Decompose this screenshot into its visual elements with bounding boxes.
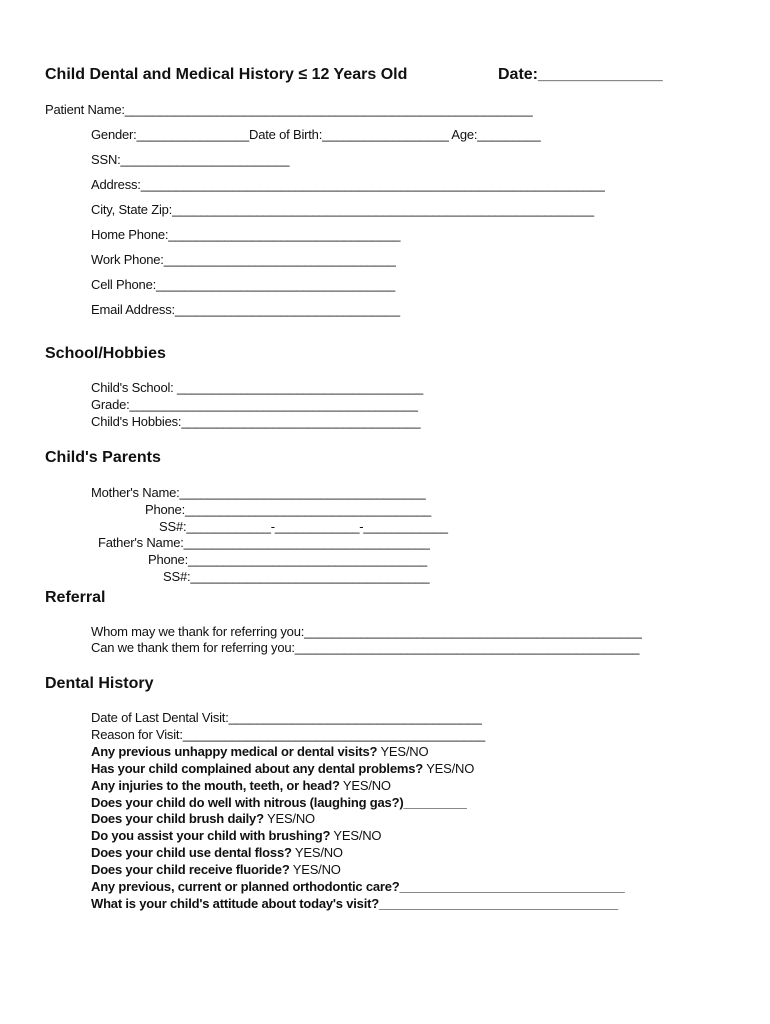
referral-heading: Referral (45, 589, 106, 606)
hobbies-field[interactable]: Child's Hobbies:__________________________________ (91, 414, 421, 429)
question-label: Has your child complained about any dental problems? (91, 761, 423, 776)
yes-no-option[interactable]: YES/NO (267, 811, 315, 826)
parents-heading: Child's Parents (45, 449, 161, 466)
reason-field[interactable]: Reason for Visit:___________________________________________ (91, 727, 486, 742)
gender-dob-age-field[interactable]: Gender:________________Date of Birth:__________________ Age:_________ (91, 127, 541, 142)
question-dental-problems[interactable] (91, 761, 474, 776)
question-floss[interactable] (91, 845, 343, 860)
mother-phone-field[interactable]: Phone:___________________________________ (145, 502, 432, 517)
yes-no-option[interactable]: YES/NO (380, 744, 429, 759)
question-assist-brushing[interactable] (91, 828, 381, 843)
question-orthodontic[interactable]: Any previous, current or planned orthodontic care?________________________________ (91, 879, 625, 894)
city-state-zip-field[interactable]: City, State Zip:____________________________________________________________ (91, 202, 594, 217)
father-name-field[interactable]: Father's Name:___________________________________ (98, 535, 430, 550)
email-field[interactable]: Email Address:________________________________ (91, 302, 400, 317)
child-school-field[interactable]: Child's School: ___________________________________ (91, 380, 424, 395)
date-field[interactable]: Date:______________ (498, 66, 663, 83)
grade-field[interactable]: Grade:_________________________________________ (91, 397, 418, 412)
form-title: Child Dental and Medical History ≤ 12 Years Old (45, 66, 408, 83)
school-hobbies-heading: School/Hobbies (45, 345, 166, 362)
yes-no-option[interactable]: YES/NO (294, 845, 343, 860)
yes-no-option[interactable]: YES/NO (333, 828, 382, 843)
mother-ss-field[interactable]: SS#:____________-____________-____________ (159, 519, 448, 534)
work-phone-field[interactable]: Work Phone:_________________________________ (91, 252, 396, 267)
yes-no-option[interactable]: YES/NO (292, 862, 341, 877)
home-phone-field[interactable]: Home Phone:_________________________________ (91, 227, 401, 242)
question-attitude[interactable]: What is your child's attitude about today's visit?__________________________________ (91, 896, 619, 911)
question-label: Does your child receive fluoride? (91, 862, 290, 877)
referral-thank-field[interactable]: Whom may we thank for referring you:________________________________________________ (91, 624, 642, 639)
question-brush-daily[interactable] (91, 811, 315, 826)
dental-history-heading: Dental History (45, 675, 154, 692)
mother-name-field[interactable]: Mother's Name:___________________________________ (91, 485, 426, 500)
yes-no-option[interactable]: YES/NO (426, 761, 475, 776)
address-field[interactable]: Address:__________________________________________________________________ (91, 177, 605, 192)
question-label: Any previous unhappy medical or dental visits? (91, 744, 378, 759)
yes-no-option[interactable]: YES/NO (342, 778, 391, 793)
question-fluoride[interactable] (91, 862, 341, 877)
cell-phone-field[interactable]: Cell Phone:__________________________________ (91, 277, 396, 292)
question-injuries[interactable] (91, 778, 391, 793)
father-ss-field[interactable]: SS#:__________________________________ (163, 569, 430, 584)
question-label: Do you assist your child with brushing? (91, 828, 331, 843)
last-visit-field[interactable]: Date of Last Dental Visit:____________________________________ (91, 710, 482, 725)
question-label: Does your child brush daily? (91, 811, 264, 826)
question-nitrous[interactable]: Does your child do well with nitrous (laughing gas?)_________ (91, 795, 467, 810)
question-unhappy-visits[interactable] (91, 744, 428, 759)
referral-can-thank-field[interactable]: Can we thank them for referring you:_________________________________________________ (91, 640, 640, 655)
question-label: Any injuries to the mouth, teeth, or head? (91, 778, 340, 793)
patient-name-field[interactable]: Patient Name:__________________________________________________________ (45, 102, 533, 117)
question-label: Does your child use dental floss? (91, 845, 292, 860)
father-phone-field[interactable]: Phone:__________________________________ (148, 552, 428, 567)
ssn-field[interactable]: SSN:________________________ (91, 152, 290, 167)
